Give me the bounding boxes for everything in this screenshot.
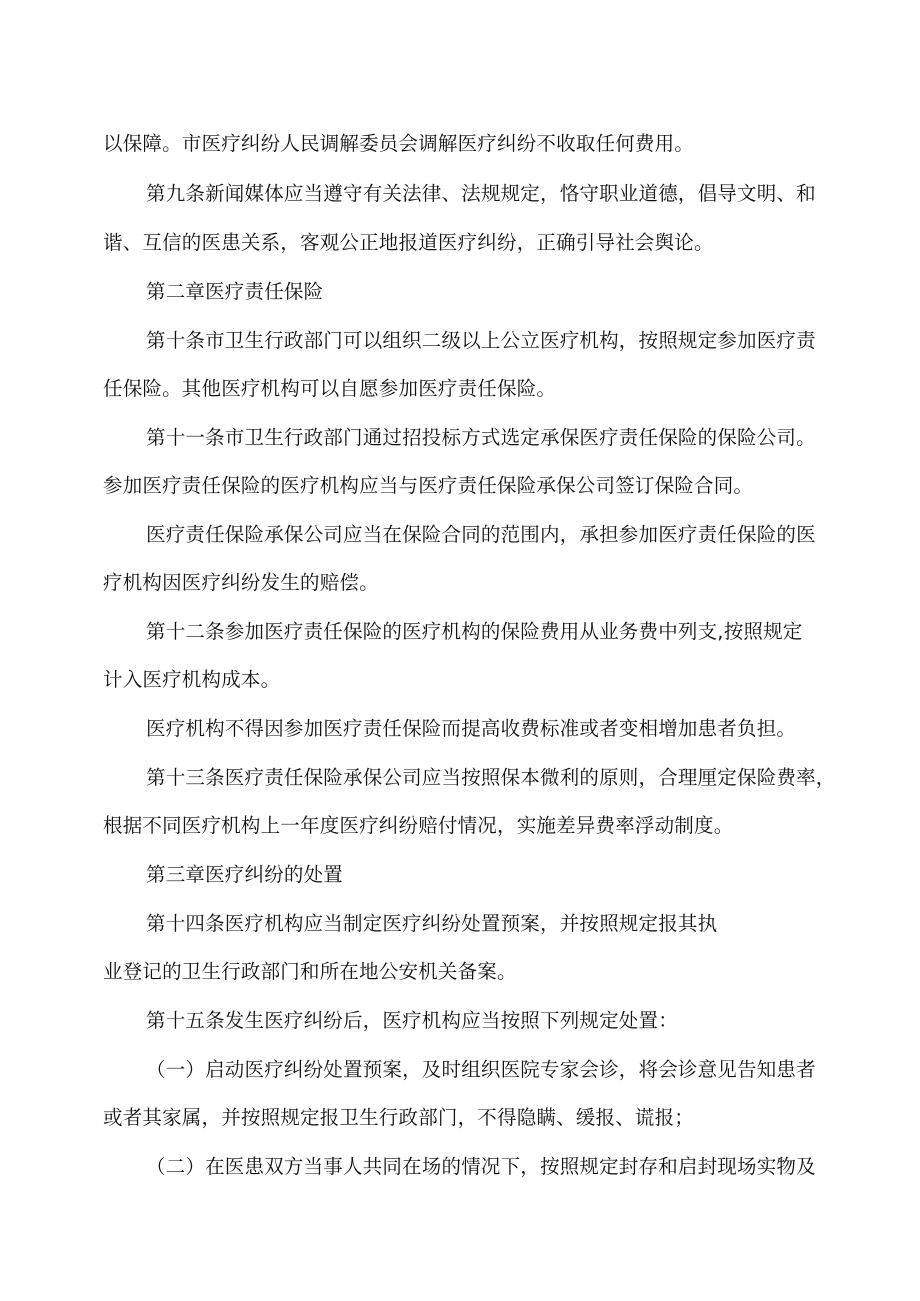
text-line: 第九条新闻媒体应当遵守有关法律、法规规定，恪守职业道德，倡导文明、和 — [146, 182, 816, 205]
text-line: 参加医疗责任保险的医疗机构应当与医疗责任保险承保公司签订保险合同。 — [103, 474, 754, 497]
text-line: 以保障。市医疗纠纷人民调解委员会调解医疗纠纷不收取任何费用。 — [103, 132, 695, 155]
text-line: 第十二条参加医疗责任保险的医疗机构的保险费用从业务费中列支,按照规定 — [146, 620, 803, 643]
text-line: （二）在医患双方当事人共同在场的情况下，按照规定封存和启封现场实物及 — [146, 1155, 816, 1178]
text-line: 医疗责任保险承保公司应当在保险合同的范围内，承担参加医疗责任保险的医 — [146, 523, 816, 546]
text-line: 第十五条发生医疗纠纷后，医疗机构应当按照下列规定处置： — [146, 1009, 678, 1032]
text-line: 第十四条医疗机构应当制定医疗纠纷处置预案，并按照规定报其执 — [146, 912, 718, 935]
text-line: 计入医疗机构成本。 — [103, 668, 281, 691]
text-line: （一）启动医疗纠纷处置预案，及时组织医院专家会诊，将会诊意见告知患者 — [146, 1058, 816, 1081]
text-line: 任保险。其他医疗机构可以自愿参加医疗责任保险。 — [103, 377, 557, 400]
text-line: 根据不同医疗机构上一年度医疗纠纷赔付情况，实施差异费率浮动制度。 — [103, 814, 734, 837]
text-line: 谐、互信的医患关系，客观公正地报道医疗纠纷，正确引导社会舆论。 — [103, 231, 714, 254]
text-line: 第十一条市卫生行政部门通过招投标方式选定承保医疗责任保险的保险公司。 — [146, 426, 816, 449]
text-line: 第十三条医疗责任保险承保公司应当按照保本微利的原则，合理厘定保险费率， — [146, 766, 836, 789]
text-line: 医疗机构不得因参加医疗责任保险而提高收费标准或者变相增加患者负担。 — [146, 717, 797, 740]
chapter-heading: 第二章医疗责任保险 — [146, 280, 324, 303]
text-line: 或者其家属，并按照规定报卫生行政部门，不得隐瞒、缓报、谎报； — [103, 1106, 695, 1129]
text-line: 业登记的卫生行政部门和所在地公安机关备案。 — [103, 960, 517, 983]
text-line: 第十条市卫生行政部门可以组织二级以上公立医疗机构，按照规定参加医疗责 — [146, 329, 816, 352]
chapter-heading: 第三章医疗纠纷的处置 — [146, 863, 344, 886]
text-line: 疗机构因医疗纠纷发生的赔偿。 — [103, 571, 379, 594]
